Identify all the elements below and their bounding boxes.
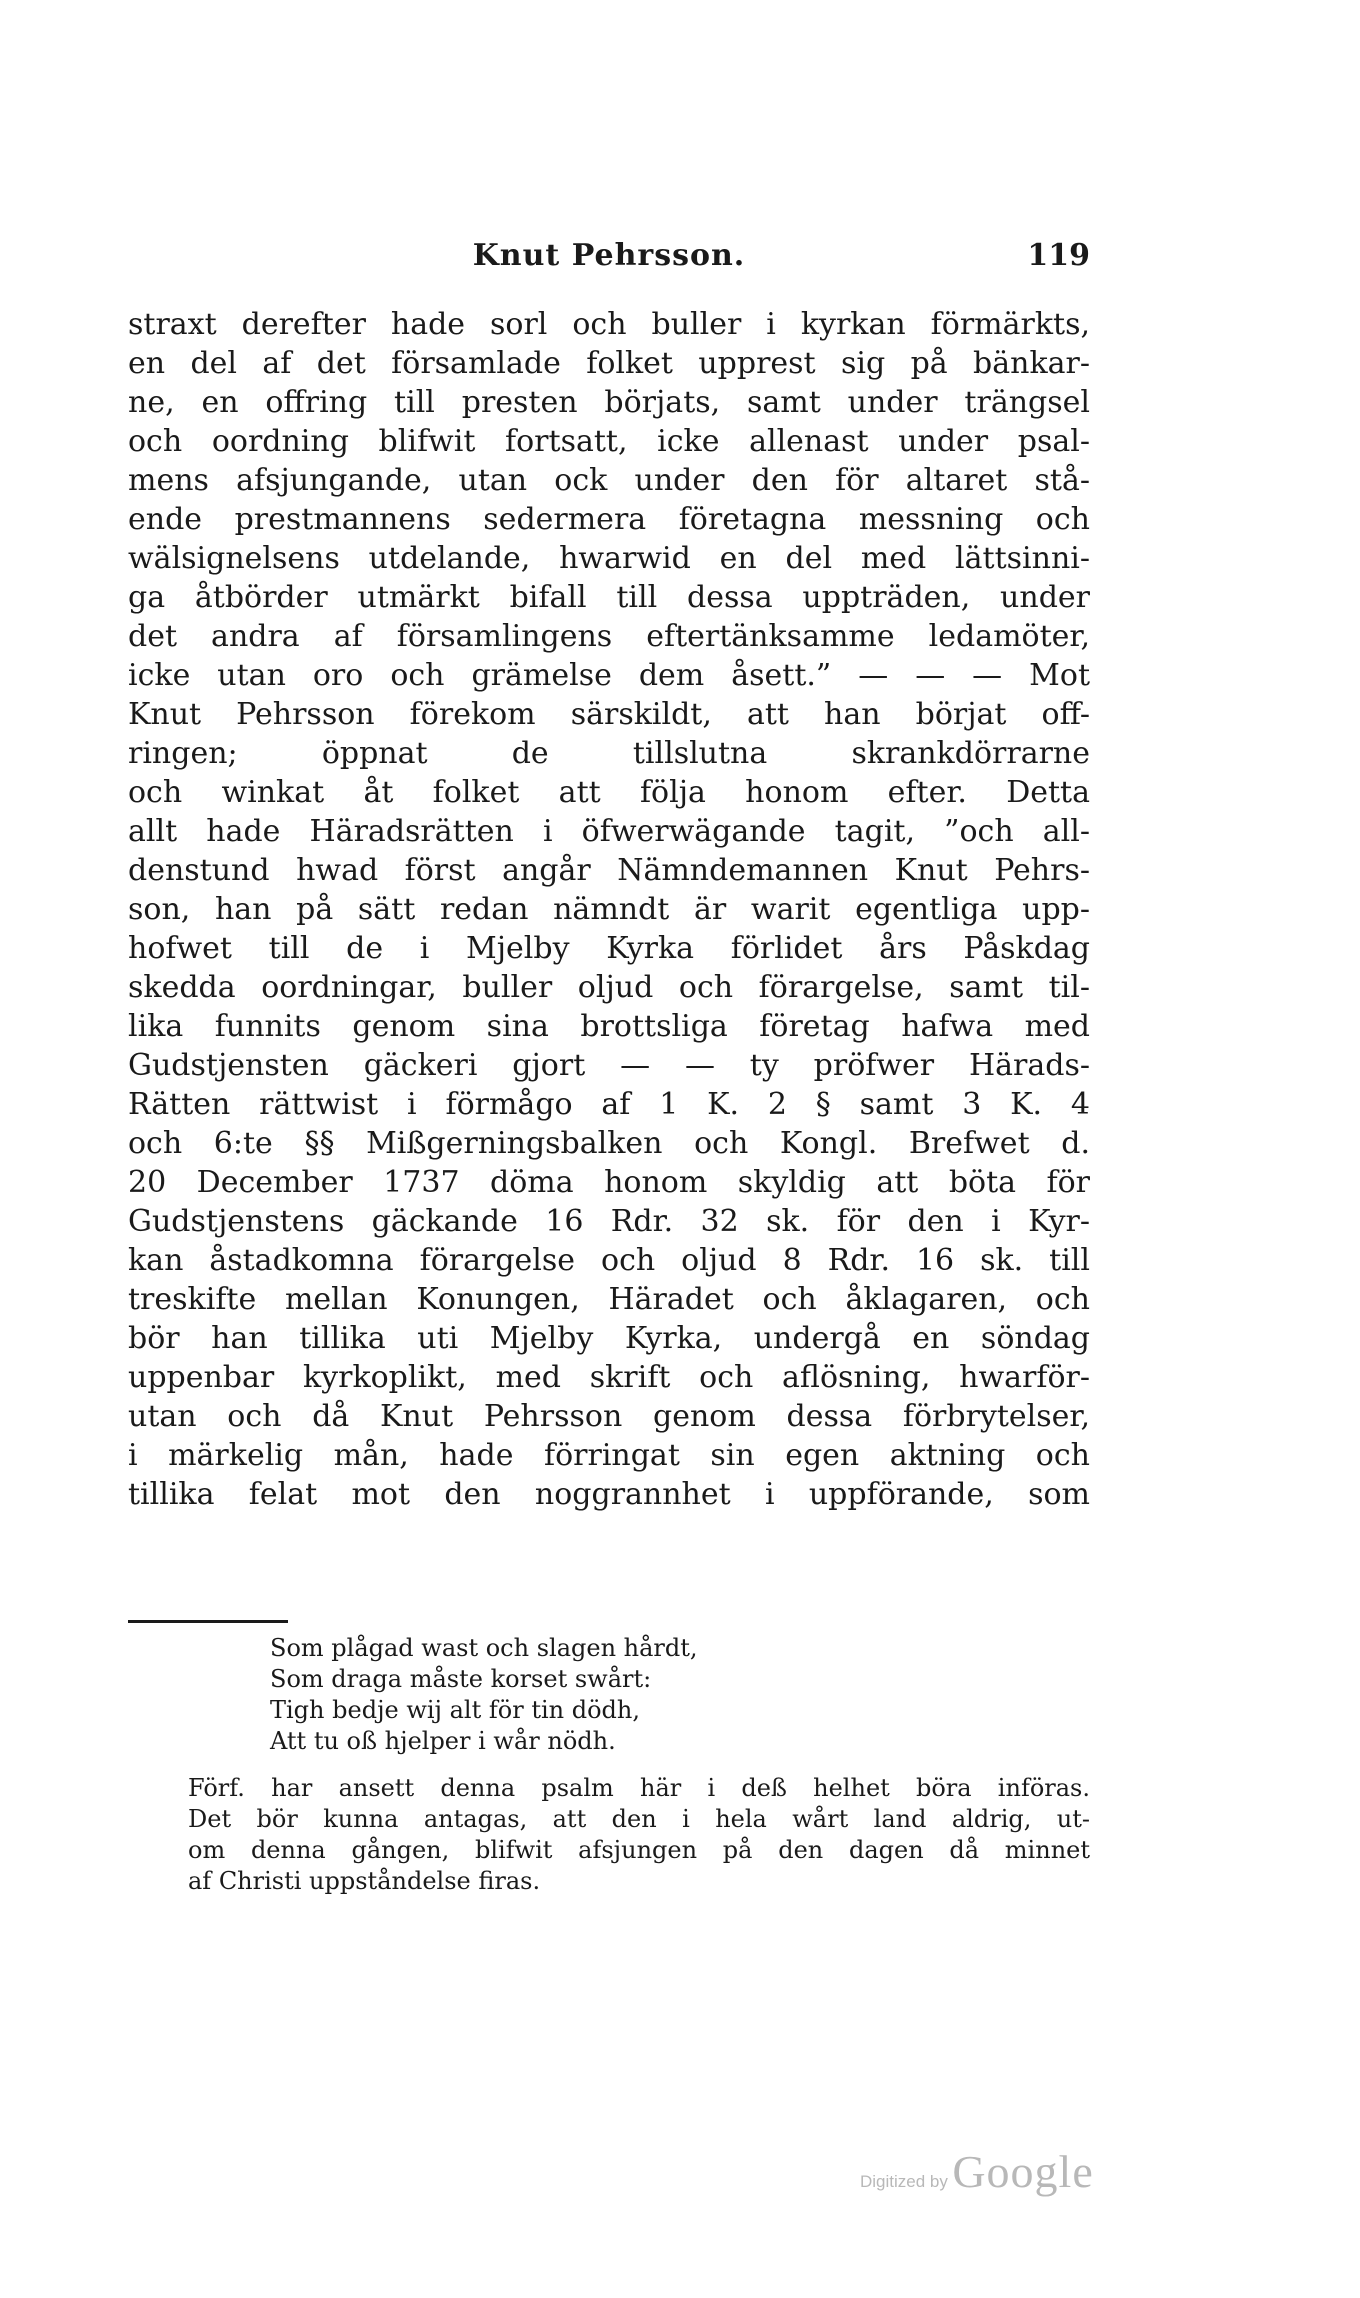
body-line: Gudstjensten gäckeri gjort — — ty pröfwer Härads- [128, 1048, 1090, 1083]
body-line: uppenbar kyrkoplikt, med skrift och aflösning, hwarför- [128, 1360, 1090, 1395]
footnote-note [188, 1773, 1090, 1897]
body-line: och oordning blifwit fortsatt, icke allenast under psal- [128, 424, 1090, 459]
running-header [128, 238, 1090, 278]
body-line: en del af det församlade folket upprest sig på bänkar- [128, 346, 1090, 381]
body-line: lika funnits genom sina brottsliga företag hafwa med [128, 1009, 1090, 1044]
body-line: ga åtbörder utmärkt bifall till dessa uppträden, under [128, 580, 1090, 615]
running-title: Knut Pehrsson. [472, 238, 746, 273]
body-text [128, 305, 1090, 1514]
footnote-verse [270, 1633, 890, 1757]
body-line: icke utan oro och grämelse dem åsett.” — — — Mot [128, 658, 1090, 693]
body-line: treskifte mellan Konungen, Häradet och åklagaren, och [128, 1282, 1090, 1317]
note-line: om denna gången, blifwit afsjungen på den dagen då minnet [188, 1836, 1090, 1864]
body-line: tillika felat mot den noggrannhet i uppförande, som [128, 1477, 1090, 1512]
body-line: bör han tillika uti Mjelby Kyrka, undergå en söndag [128, 1321, 1090, 1356]
body-line: skedda oordningar, buller oljud och förargelse, samt til- [128, 970, 1090, 1005]
body-line: 20 December 1737 döma honom skyldig att böta för [128, 1165, 1090, 1200]
body-line: i märkelig mån, hade förringat sin egen aktning och [128, 1438, 1090, 1473]
body-line: denstund hwad först angår Nämndemannen Knut Pehrs- [128, 853, 1090, 888]
body-line: ne, en offring till presten börjats, samt under trängsel [128, 385, 1090, 420]
body-line: det andra af församlingens eftertänksamme ledamöter, [128, 619, 1090, 654]
note-line: Förf. har ansett denna psalm här i deß helhet böra införas. [188, 1774, 1090, 1802]
verse-line: Som draga måste korset swårt: [270, 1665, 652, 1693]
verse-line: Tigh bedje wij alt för tin dödh, [270, 1696, 640, 1724]
body-line: wälsignelsens utdelande, hwarwid en del med lättsinni- [128, 541, 1090, 576]
verse-line: Som plågad wast och slagen hårdt, [270, 1634, 698, 1662]
body-line: allt hade Häradsrätten i öfwerwägande tagit, ”och all- [128, 814, 1090, 849]
footnote-divider [128, 1620, 288, 1623]
body-line: ringen; öppnat de tillslutna skrankdörrarne [128, 736, 1090, 771]
body-line: mens afsjungande, utan ock under den för altaret stå- [128, 463, 1090, 498]
page-number: 119 [1027, 238, 1090, 273]
body-line: son, han på sätt redan nämndt är warit egentliga upp- [128, 892, 1090, 927]
note-line: af Christi uppståndelse firas. [188, 1867, 541, 1895]
watermark-logo: Google [952, 2146, 1094, 2197]
body-line: kan åstadkomna förargelse och oljud 8 Rdr. 16 sk. till [128, 1243, 1090, 1278]
watermark-prefix: Digitized by [860, 2172, 948, 2191]
body-line: Knut Pehrsson förekom särskildt, att han börjat off- [128, 697, 1090, 732]
body-line: och 6:te §§ Mißgerningsbalken och Kongl. Brefwet d. [128, 1126, 1090, 1161]
body-line: straxt derefter hade sorl och buller i kyrkan förmärkts, [128, 307, 1090, 342]
body-line: Gudstjenstens gäckande 16 Rdr. 32 sk. för den i Kyr- [128, 1204, 1090, 1239]
verse-line: Att tu oß hjelper i wår nödh. [270, 1727, 616, 1755]
body-line: och winkat åt folket att följa honom efter. Detta [128, 775, 1090, 810]
note-line: Det bör kunna antagas, att den i hela wårt land aldrig, ut- [188, 1805, 1090, 1833]
body-line: ende prestmannens sedermera företagna messning och [128, 502, 1090, 537]
body-line: utan och då Knut Pehrsson genom dessa förbrytelser, [128, 1399, 1090, 1434]
body-line: Rätten rättwist i förmågo af 1 K. 2 § samt 3 K. 4 [128, 1087, 1090, 1122]
body-line: hofwet till de i Mjelby Kyrka förlidet års Påskdag [128, 931, 1090, 966]
digitized-watermark [860, 2145, 1094, 2205]
